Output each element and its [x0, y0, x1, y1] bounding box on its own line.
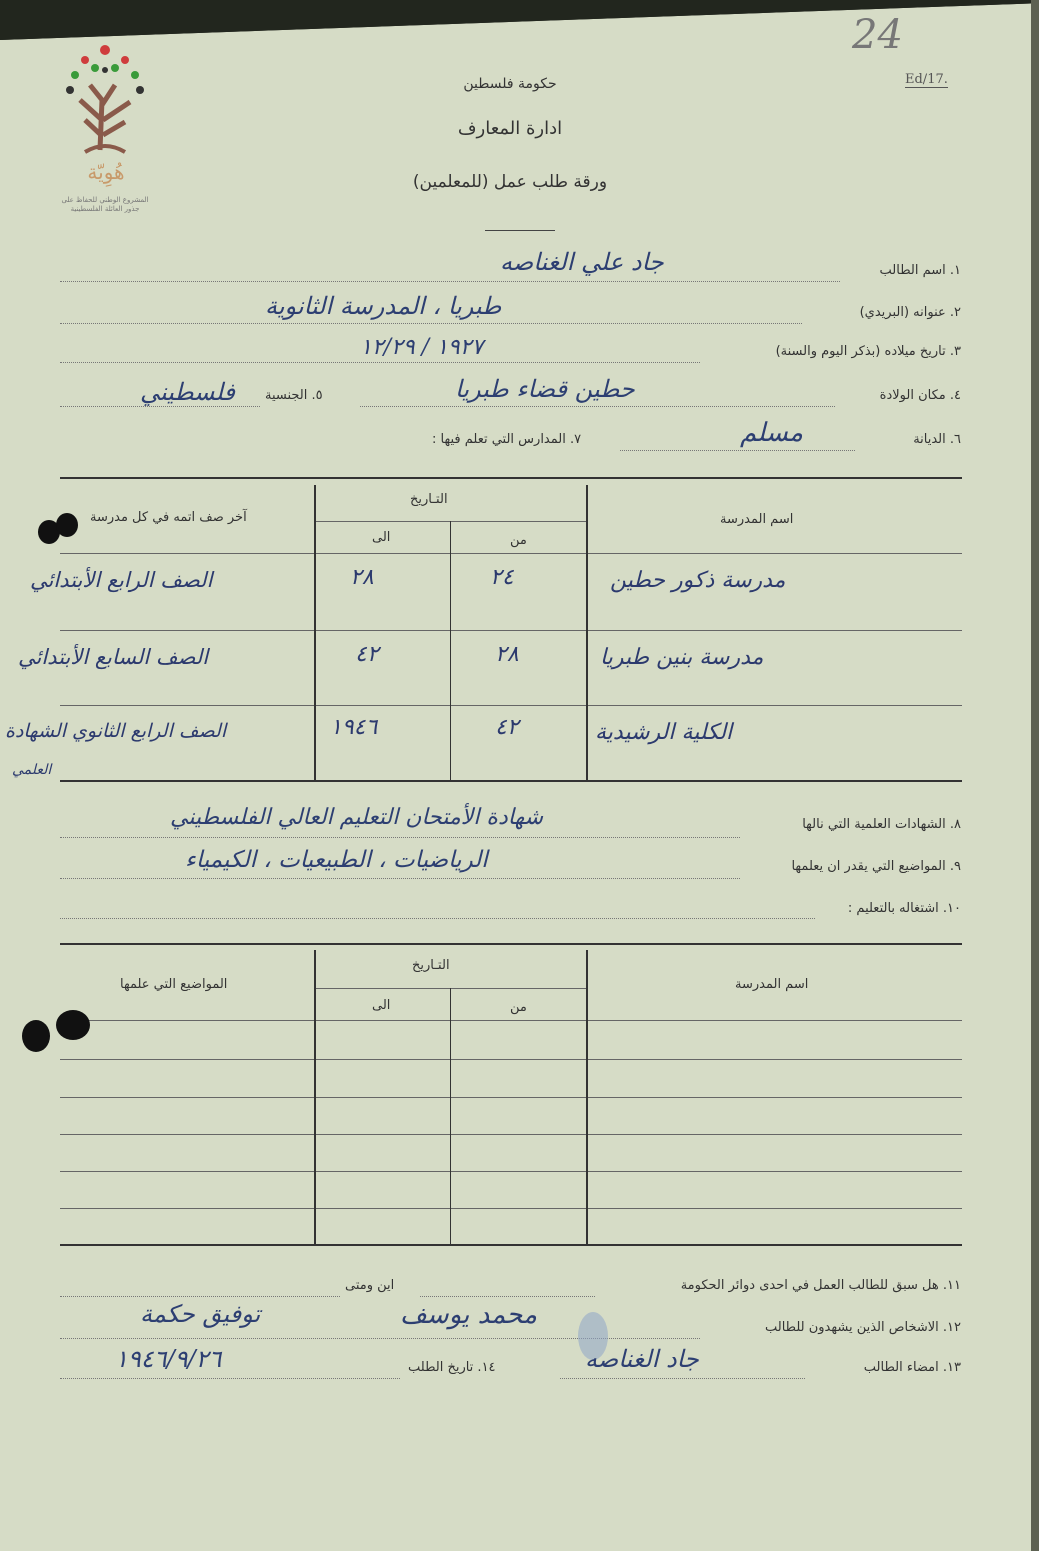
witness-signature-1: محمد يوسف: [400, 1300, 538, 1330]
field-label-subjects: ٩. المواضيع التي يقدر ان يعلمها: [791, 859, 961, 874]
application-date-value: ١٩٤٦/٩/٢٦: [115, 1345, 222, 1373]
field-value-birthplace: حطين قضاء طبريا: [455, 375, 635, 403]
schools-col-divider-2: [450, 521, 451, 780]
field-label-schools: ٧. المدارس التي تعلم فيها :: [432, 432, 582, 447]
schools-table-top-border: [60, 477, 962, 479]
field-value-religion: مسلم: [740, 418, 804, 448]
teaching-header-subjects: المواضيع التي علمها: [120, 977, 228, 992]
schools-col-divider-3: [586, 485, 588, 780]
teaching-col-divider-3: [586, 950, 588, 1244]
schools-row3-to: ١٩٤٦: [330, 715, 378, 740]
field-line-name: [60, 281, 840, 282]
field-value-subjects: الرياضيات ، الطبيعيات ، الكيمياء: [185, 847, 488, 873]
field-label-name: ١. اسم الطالب: [879, 263, 961, 278]
schools-header-last-class: آخر صف اتمه في كل مدرسة: [90, 510, 247, 525]
field-label-gov-work: ١١. هل سبق للطالب العمل في احدى دوائر الحكومة: [680, 1278, 961, 1293]
field-line-where-when: [60, 1296, 340, 1297]
schools-row3-from: ٤٢: [495, 715, 519, 740]
witness-signature-2: توفيق حكمة: [140, 1300, 261, 1328]
page-number: 24: [852, 12, 903, 58]
teaching-table-header-border: [60, 1020, 962, 1021]
teaching-row-border: [60, 1097, 962, 1098]
field-label-nationality: ٥. الجنسية: [265, 388, 323, 403]
schools-row1-from: ٢٤: [490, 565, 514, 590]
field-label-certificates: ٨. الشهادات العلمية التي نالها: [802, 817, 961, 832]
schools-row2-class: الصف السابع الأبتدائي: [18, 645, 209, 669]
field-label-birthdate: ٣. تاريخ ميلاده (بذكر اليوم والسنة): [775, 344, 961, 359]
field-line-application-date: [60, 1378, 400, 1379]
schools-row2-school: مدرسة بنين طبريا: [600, 645, 764, 670]
teaching-col-divider-2: [450, 988, 451, 1244]
schools-row-border-1: [60, 630, 962, 631]
binder-hole: [56, 513, 78, 537]
form-title: ورقة طلب عمل (للمعلمين): [412, 172, 608, 192]
teaching-table-bottom-border: [60, 1244, 962, 1246]
field-label-address: ٢. عنوانه (البريدي): [859, 305, 961, 320]
title-underline: [485, 230, 555, 231]
field-value-birthdate: ١٩٢٧ / ١٢/٢٩: [360, 335, 484, 360]
field-label-application-date: ١٤. تاريخ الطلب: [408, 1360, 496, 1375]
field-line-birthplace: [360, 406, 835, 407]
field-line-religion: [620, 450, 855, 451]
applicant-signature: جاد الغناصه: [585, 1345, 699, 1373]
binder-hole: [22, 1020, 50, 1052]
field-label-signature: ١٣. امضاء الطالب: [863, 1360, 961, 1375]
teaching-header-school: اسم المدرسة: [735, 977, 809, 992]
schools-row-border-2: [60, 705, 962, 706]
schools-header-school: اسم المدرسة: [720, 512, 794, 527]
schools-row1-to: ٢٨: [350, 565, 374, 590]
teaching-row-border: [60, 1171, 962, 1172]
schools-row1-school: مدرسة ذكور حطين: [610, 568, 786, 593]
teaching-header-date: التـاريخ: [412, 958, 450, 973]
government-title: حكومة فلسطين: [463, 76, 557, 92]
field-line-subjects: [60, 878, 740, 879]
field-label-religion: ٦. الديانة: [913, 432, 961, 447]
scan-edge-right: [1031, 0, 1039, 1551]
field-line-gov-work: [420, 1296, 595, 1297]
schools-row3-class-note: العلمي: [12, 762, 52, 778]
schools-table-bottom-border: [60, 780, 962, 782]
schools-row3-school: الكلية الرشيدية: [595, 720, 733, 745]
teaching-row-border: [60, 1134, 962, 1135]
field-line-teaching: [60, 918, 815, 919]
schools-header-date: التـاريخ: [410, 492, 448, 507]
field-label-witnesses: ١٢. الاشخاص الذين يشهدون للطالب: [764, 1320, 961, 1335]
schools-col-divider-1: [314, 485, 316, 780]
teaching-table-top-border: [60, 943, 962, 945]
schools-row2-from: ٢٨: [495, 642, 519, 667]
field-label-where-when: اين ومتى: [345, 1278, 395, 1293]
field-line-birthdate: [60, 362, 700, 363]
binder-hole: [56, 1010, 90, 1040]
teaching-row-border: [60, 1208, 962, 1209]
field-line-address: [60, 323, 802, 324]
schools-row1-class: الصف الرابع الأبتدائي: [30, 568, 213, 592]
form-code: Ed/17.: [905, 72, 948, 87]
field-line-nationality: [60, 406, 260, 407]
logo-subtitle-line2: جذور العائلة الفلسطينية: [70, 205, 140, 213]
field-value-certificates: شهادة الأمتحان التعليم العالي الفلسطيني: [170, 805, 544, 830]
schools-header-from: من: [510, 533, 527, 548]
logo-subtitle: [40, 196, 170, 214]
field-value-address: طبريا ، المدرسة الثانوية: [265, 292, 502, 320]
field-label-teaching: ١٠. اشتغاله بالتعليم :: [847, 901, 961, 916]
teaching-row-border: [60, 1059, 962, 1060]
logo-subtitle-line1: المشروع الوطني للحفاظ على: [61, 196, 149, 204]
teaching-col-divider-1: [314, 950, 316, 1244]
teaching-header-to: الى: [372, 998, 391, 1013]
field-label-birthplace: ٤. مكان الولادة: [879, 388, 961, 403]
schools-header-to: الى: [372, 530, 391, 545]
schools-row3-class: الصف الرابع الثانوي الشهادة: [5, 720, 227, 742]
field-value-nationality: فلسطيني: [140, 378, 236, 406]
department-title: ادارة المعارف: [457, 118, 563, 139]
field-line-certificates: [60, 837, 740, 838]
schools-table-header-border: [60, 553, 962, 554]
schools-row2-to: ٤٢: [355, 642, 379, 667]
teaching-header-from: من: [510, 1000, 527, 1015]
logo-name: هُوِيّة: [87, 160, 125, 184]
field-line-signature: [560, 1378, 805, 1379]
field-value-name: جاد علي الغناصه: [500, 248, 664, 276]
